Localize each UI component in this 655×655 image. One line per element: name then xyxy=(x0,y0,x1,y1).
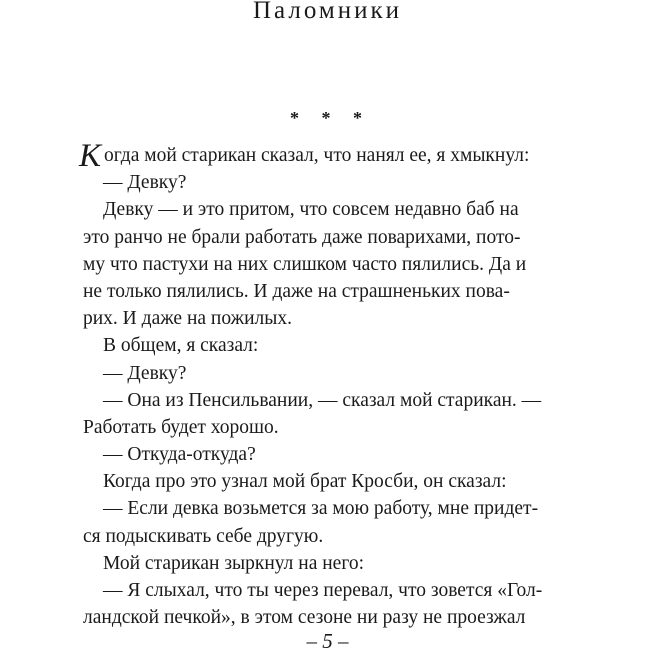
paragraph-line: не только пялились. И даже на страшненьких пова- xyxy=(83,280,510,302)
paragraph-line: му что пастухи на них слишком часто пялились. Да и xyxy=(83,253,527,275)
paragraph-line: Работать будет хорошо. xyxy=(83,416,279,438)
paragraph-line: Когда про это узнал мой брат Кросби, он сказал: xyxy=(103,471,507,493)
running-title: Паломники xyxy=(253,0,402,24)
line-text: огда мой старикан сказал, что нанял ее, я хмыкнул: xyxy=(104,145,530,166)
paragraph-line xyxy=(79,138,575,174)
section-break: * * * xyxy=(290,108,371,128)
paragraph-line: — Девку? xyxy=(103,172,187,194)
paragraph-line: — Откуда-откуда? xyxy=(103,444,256,466)
paragraph-line: — Девку? xyxy=(103,362,187,384)
paragraph-line: ся подыскивать себе другую. xyxy=(83,525,324,547)
paragraph-line: Девку — и это притом, что совсем недавно баб на xyxy=(103,199,519,221)
body-text xyxy=(79,138,575,631)
paragraph-line: Мой старикан зыркнул на него: xyxy=(103,552,365,574)
paragraph-line: это ранчо не брали работать даже поварихами, пото- xyxy=(83,226,521,248)
paragraph-line: — Она из Пенсильвании, — сказал мой старикан. — xyxy=(103,389,542,411)
paragraph-line: — Я слыхал, что ты через перевал, что зовется «Гол- xyxy=(103,580,543,601)
paragraph-line: — Если девка возьмется за мою работу, мне придет- xyxy=(103,498,539,520)
paragraph-line: В общем, я сказал: xyxy=(103,335,259,357)
paragraph-line: ландской печкой», в этом сезоне ни разу не проезжал xyxy=(83,607,526,629)
drop-cap: К xyxy=(79,138,101,174)
paragraph-line: рих. И даже на пожилых. xyxy=(83,308,292,330)
page-number: – 5 – xyxy=(306,629,349,653)
